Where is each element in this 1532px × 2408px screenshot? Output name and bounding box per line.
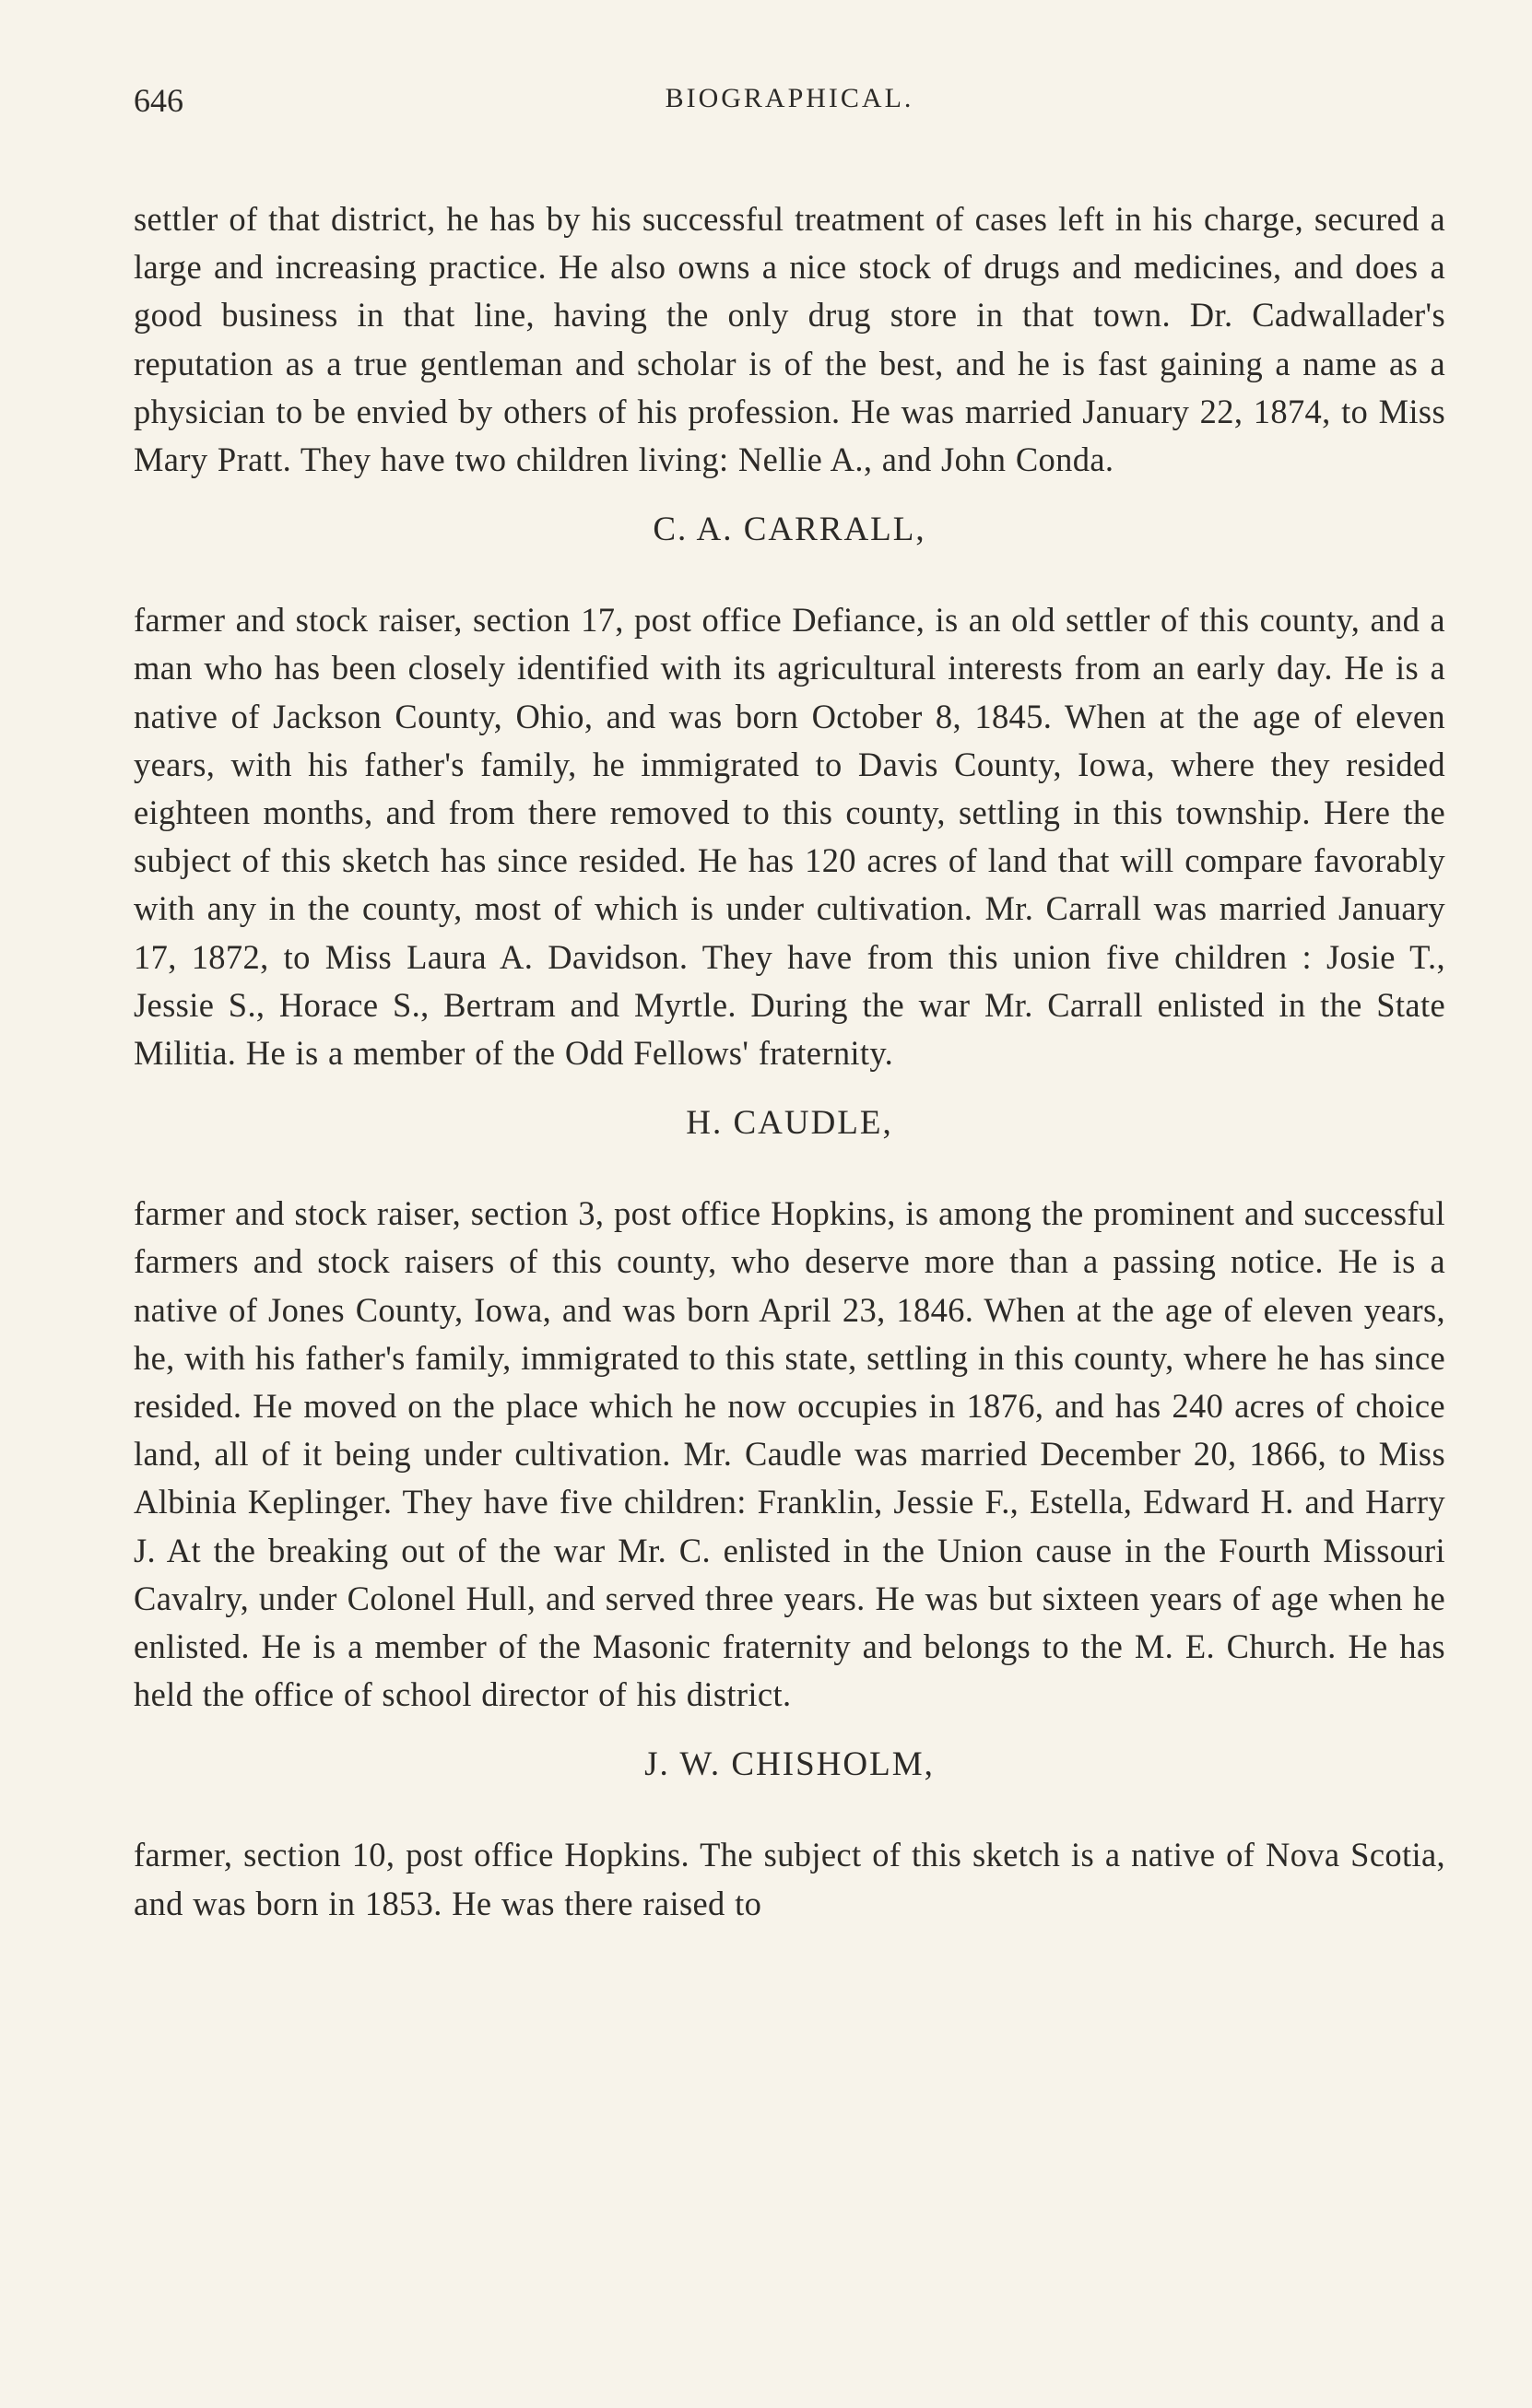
page-number: 646: [134, 82, 183, 119]
entry-text-carrall: farmer and stock raiser, section 17, post office Defiance, is an old settler of this county, and a man who has been closely identified with its agricultural interests from an early day. He is a native of Jackson County, Ohio, and was born October 8, 1845. When at the age of eleven years, with his father's family, he immigrated to Davis County, Iowa, where they resided eighteen months, and from there removed to this county, settling in this township. Here the subject of this sketch has since resided. He has 120 acres of land that will compare favorably with any in the county, most of which is under cultivation. Mr. Carrall was married January 17, 1872, to Miss Laura A. Davidson. They have from this union five children : Josie T., Jessie S., Horace S., Bertram and Myrtle. During the war Mr. Carrall enlisted in the State Militia. He is a member of the Odd Fellows' fraternity.: [134, 601, 1445, 1073]
running-head: [134, 81, 1445, 136]
entry-text-chisholm: farmer, section 10, post office Hopkins. The subject of this sketch is a native of Nova Scotia, and was born in 1853. He was there raised to: [134, 1836, 1445, 1922]
continued-paragraph: settler of that district, he has by his successful treatment of cases left in his charge, secured a large and increasing practice. He also owns a nice stock of drugs and medicines, and does a good business in that line, having the only drug store in that town. Dr. Cadwallader's reputation as a true gentleman and scholar is of the best, and he is fast gaining a name as a physician to be envied by others of his profession. He was married January 22, 1874, to Miss Mary Pratt. They have two children living: Nellie A., and John Conda.: [134, 200, 1445, 479]
running-title: BIOGRAPHICAL.: [665, 83, 914, 113]
entry-text-caudle: farmer and stock raiser, section 3, post office Hopkins, is among the prominent and successful farmers and stock raisers of this county, who deserve more than a passing notice. He is a native of Jones County, Iowa, and was born April 23, 1846. When at the age of eleven years, he, with his father's family, immigrated to this state, settling in this county, where he has since resided. He moved on the place which he now occupies in 1876, and has 240 acres of choice land, all of it being under cultivation. Mr. Caudle was married December 20, 1866, to Miss Albinia Keplinger. They have five children: Franklin, Jessie F., Estella, Edward H. and Harry J. At the breaking out of the war Mr. C. enlisted in the Union cause in the Fourth Missouri Cavalry, under Colonel Hull, and served three years. He was but sixteen years of age when he enlisted. He is a member of the Masonic fraternity and belongs to the M. E. Church. He has held the office of school director of his district.: [134, 1194, 1445, 1714]
entry-heading-carrall: C. A. CARRALL,: [653, 511, 926, 549]
entry-heading-chisholm: J. W. CHISHOLM,: [644, 1745, 935, 1784]
entry-heading-caudle: H. CAUDLE,: [686, 1104, 893, 1143]
